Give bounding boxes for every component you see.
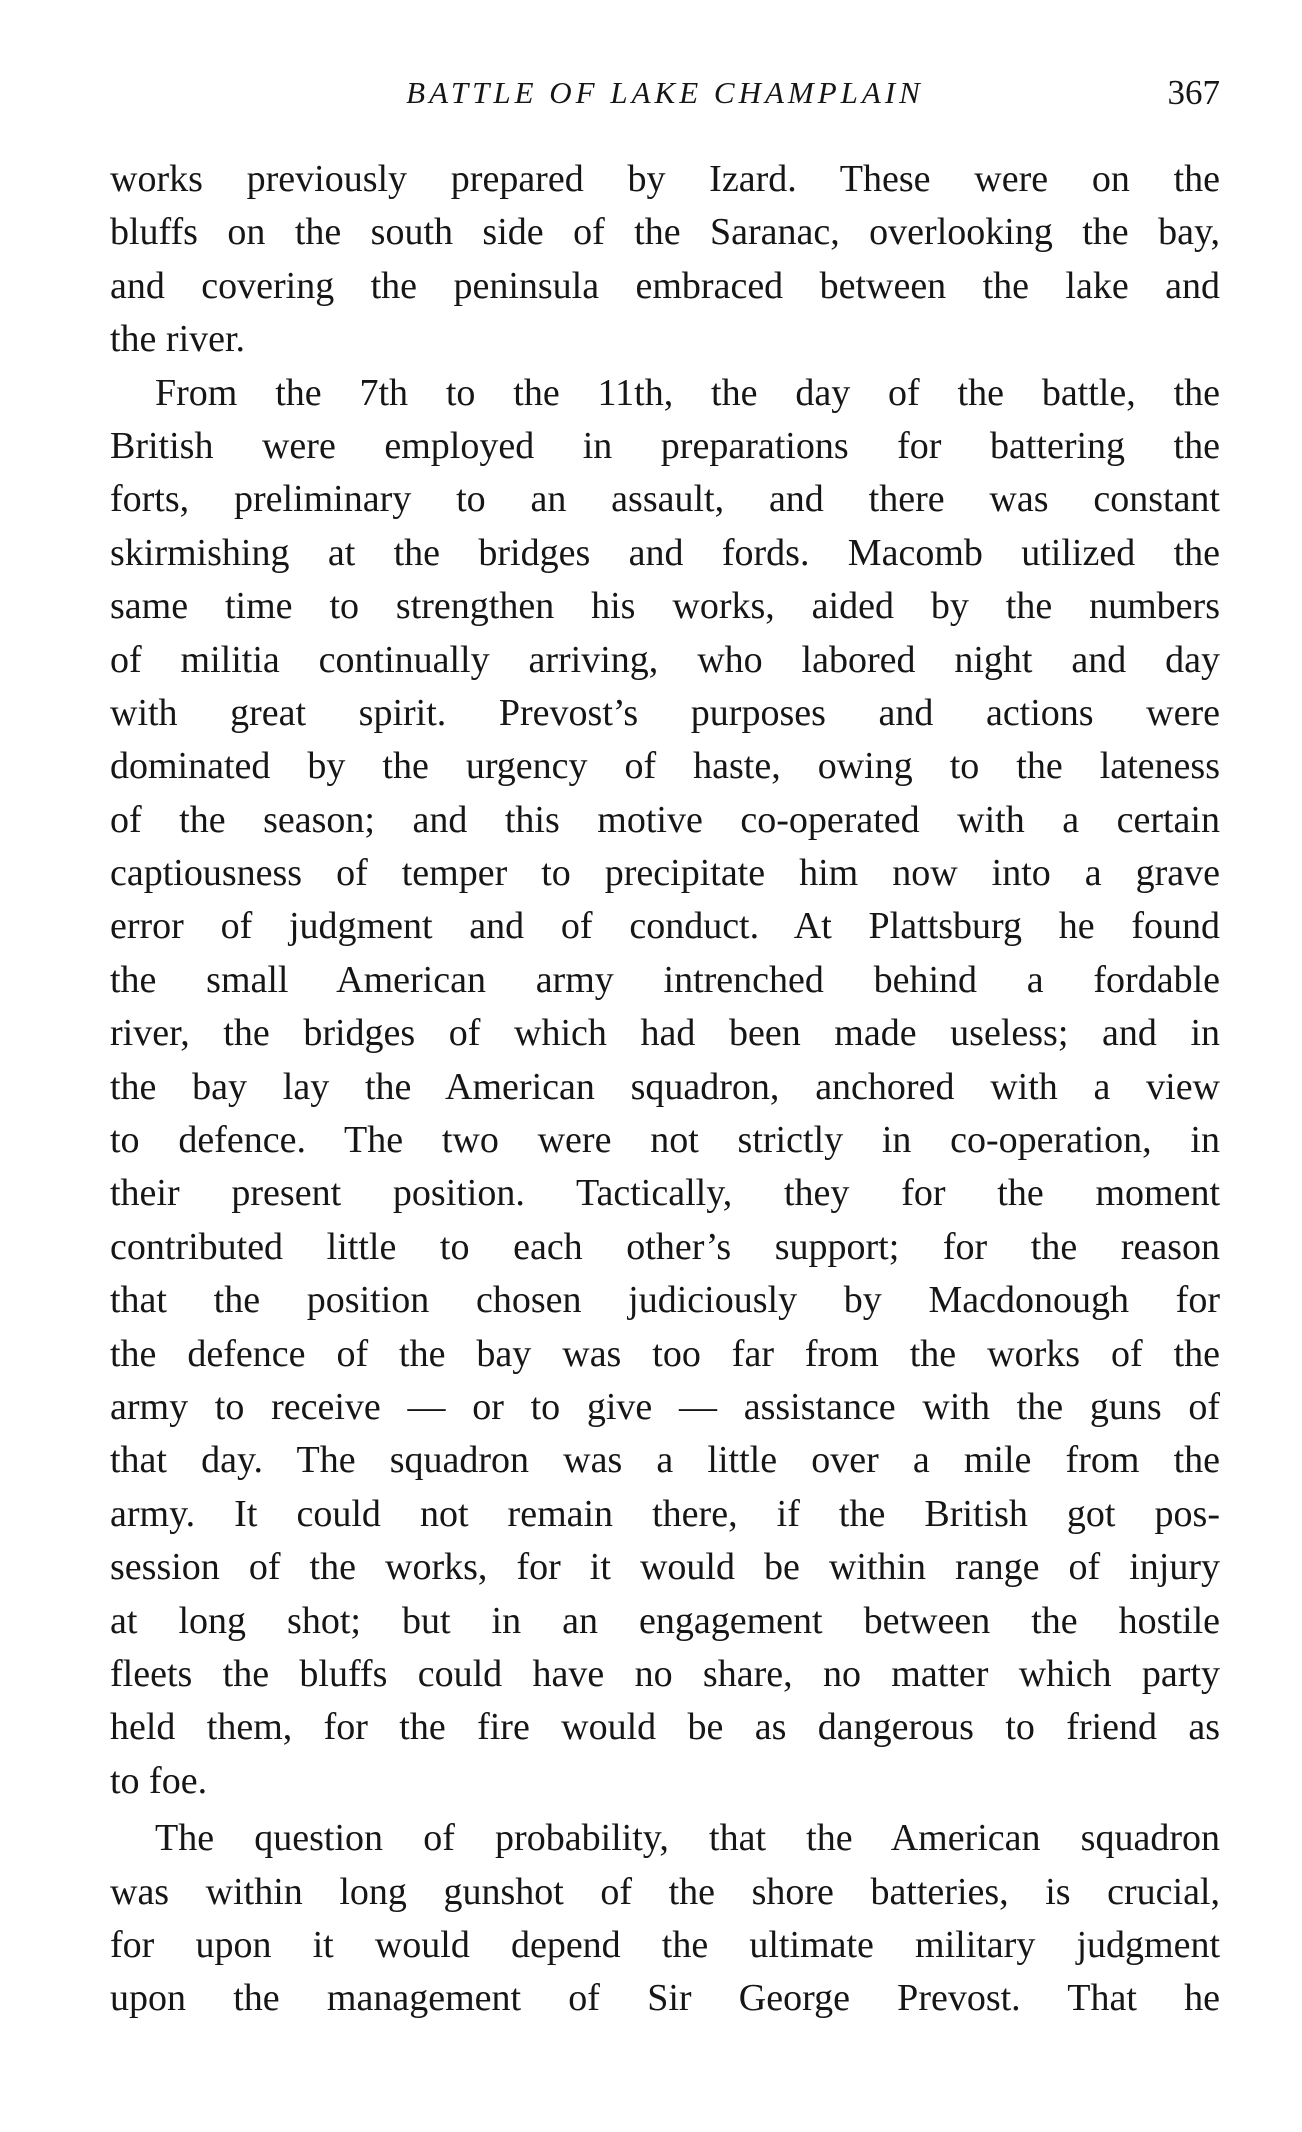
- text-line: river, the bridges of which had been made useless; and in: [110, 1012, 1220, 1055]
- paragraph-3: [110, 1812, 1220, 2026]
- text-line: with great spirit. Prevost’s purposes and actions were: [110, 691, 1220, 734]
- running-title: BATTLE OF LAKE CHAMPLAIN: [406, 75, 924, 110]
- text-line: dominated by the urgency of haste, owing to the lateness: [110, 745, 1220, 788]
- text-line: forts, preliminary to an assault, and there was constant: [110, 478, 1220, 521]
- text-line: of the season; and this motive co-operated with a certain: [110, 798, 1220, 841]
- text-line: to foe.: [110, 1759, 208, 1802]
- text-line: captiousness of temper to precipitate him now into a grave: [110, 852, 1220, 895]
- text-line: the defence of the bay was too far from the works of the: [110, 1332, 1220, 1375]
- text-line: that day. The squadron was a little over a mile from the: [110, 1439, 1220, 1482]
- text-line: fleets the bluffs could have no share, no matter which party: [110, 1652, 1220, 1695]
- text-line: The question of probability, that the American squadron: [155, 1817, 1220, 1860]
- text-line: of militia continually arriving, who labored night and day: [110, 638, 1220, 681]
- text-line: upon the management of Sir George Prevost. That he: [110, 1977, 1220, 2020]
- text-line: same time to strengthen his works, aided by the numbers: [110, 585, 1220, 628]
- text-line: that the position chosen judiciously by Macdonough for: [110, 1279, 1220, 1322]
- text-line: error of judgment and of conduct. At Plattsburg he found: [110, 905, 1220, 948]
- text-line: session of the works, for it would be within range of injury: [110, 1546, 1220, 1589]
- body-text: [110, 153, 1220, 2026]
- text-line: for upon it would depend the ultimate military judgment: [110, 1923, 1220, 1966]
- text-line: army to receive — or to give — assistance with the guns of: [110, 1385, 1220, 1428]
- running-header: [110, 68, 1220, 118]
- text-line: the small American army intrenched behind a fordable: [110, 958, 1220, 1001]
- text-line: held them, for the fire would be as dangerous to friend as: [110, 1706, 1220, 1749]
- text-line: works previously prepared by Izard. These were on the: [110, 158, 1220, 200]
- text-line: and covering the peninsula embraced between the lake and: [110, 264, 1220, 307]
- text-line: to defence. The two were not strictly in co-operation, in: [110, 1119, 1220, 1162]
- text-line: British were employed in preparations for battering the: [110, 424, 1220, 467]
- text-line: From the 7th to the 11th, the day of the battle, the: [155, 371, 1220, 414]
- paragraph-2: [110, 367, 1220, 1809]
- page-number: 367: [1167, 73, 1220, 112]
- text-line: the river.: [110, 318, 246, 361]
- text-line: the bay lay the American squadron, anchored with a view: [110, 1065, 1220, 1108]
- text-line: skirmishing at the bridges and fords. Macomb utilized the: [110, 531, 1220, 574]
- text-line: was within long gunshot of the shore batteries, is crucial,: [110, 1870, 1220, 1913]
- text-line: army. It could not remain there, if the British got pos-: [110, 1492, 1220, 1535]
- text-line: their present position. Tactically, they for the moment: [110, 1172, 1220, 1215]
- text-line: bluffs on the south side of the Saranac, overlooking the bay,: [110, 211, 1220, 254]
- text-line: contributed little to each other’s support; for the reason: [110, 1225, 1220, 1268]
- text-line: at long shot; but in an engagement between the hostile: [110, 1599, 1220, 1642]
- paragraph-1: [110, 153, 1220, 367]
